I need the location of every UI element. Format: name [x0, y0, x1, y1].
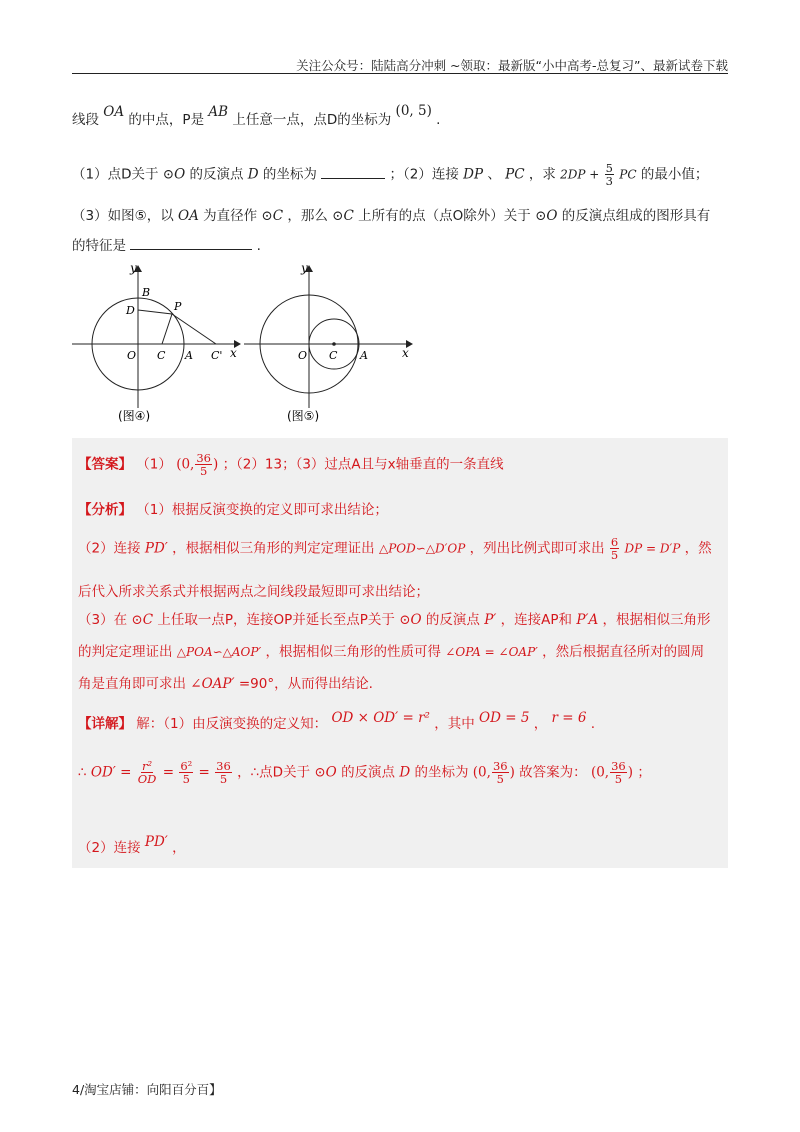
label-o: O	[127, 349, 137, 362]
label-b: B	[142, 286, 151, 299]
label-c: C	[329, 349, 338, 362]
label-c: C	[157, 349, 166, 362]
analysis-line-4: （3）在 ⊙C 上任取一点P，连接OP并延长至点P关于 ⊙O 的反演点 P′ ，连接AP和 P′A ，根据相似三角形	[78, 612, 711, 628]
label-o: O	[298, 349, 308, 362]
fraction-5-3: $\frac{5}{3}$	[605, 161, 613, 189]
label-y: y	[130, 261, 137, 275]
page-footer: 4/淘宝店铺：向阳百分百】	[72, 1082, 222, 1097]
label-p: P	[174, 300, 182, 313]
header-rule	[72, 73, 728, 74]
question-line-1: 线段 OA 的中点，P是 AB 上任意一点，点D的坐标为 (0, 5) .	[72, 103, 441, 128]
segment-pc	[162, 314, 172, 344]
label-a: A	[185, 349, 193, 362]
segment-pc-prime	[172, 314, 216, 344]
answer-blank-1	[321, 177, 385, 179]
question-line-3: （3）如图⑤，以 OA 为直径作 ⊙C ，那么 ⊙C 上所有的点（点O除外）关于 ⊙O 的反演点组成的图形具有	[72, 208, 711, 224]
question-line-2: （1）点D关于 ⊙O 的反演点 D 的坐标为 ；（2）连接 DP 、 PC ，求 2DP + $\frac{5}{3}$ PC 的最小值；	[72, 161, 709, 189]
figure-4-diagram	[72, 258, 252, 428]
point-c	[332, 342, 336, 346]
answer-line: 【答案】 （1） (0, $\frac{36}{5}$ ) ；（2）13；（3）过点A且与x轴垂直的一条直线	[78, 451, 504, 479]
analysis-line-1: 【分析】 （1）根据反演变换的定义即可求出结论；	[78, 502, 388, 518]
segment-dp	[138, 310, 172, 314]
figure-5-diagram	[240, 258, 420, 428]
answer-blank-2	[130, 248, 252, 250]
label-d: D	[126, 304, 135, 317]
detail-line-2: ∴ OD′ = $\frac{\text{r²}}{OD}$ = $\frac{\text{6²}}{5}$ = $\frac{36}{5}$ ，∴点D关于 ⊙O 的反演点 D 的坐标为 (0, $\frac{36}{5}$ ) 故答案为： (0, $\frac{36}{5}$ ) ；	[78, 759, 651, 787]
detail-line-1: 【详解】 解：（1）由反演变换的定义知： OD × OD′ = r² ，其中 OD = 5 ， r = 6 .	[78, 710, 596, 732]
analysis-line-2: （2）连接 PD′ ，根据相似三角形的判定定理证出 △POD∽△D′OP ，列出比例式即可求出 $\frac{6}{5}$ DP = D′P ，然	[78, 535, 712, 563]
math-oa: OA	[103, 104, 125, 120]
analysis-line-3: 后代入所求关系式并根据两点之间线段最短即可求出结论；	[78, 584, 429, 600]
label-c-prime: C'	[211, 349, 223, 362]
math-arc-ab: AB	[208, 104, 229, 120]
math-coord-d: (0, 5)	[395, 103, 432, 119]
figure-5-caption: (图⑤)	[287, 409, 320, 423]
figure-4-caption: (图④)	[118, 409, 151, 423]
analysis-line-5: 的判定定理证出 △POA∽△AOP′ ，根据相似三角形的性质可得 ∠OPA = ∠OAP′ ，然后根据直径所对的圆周	[78, 644, 705, 660]
analysis-line-6: 角是直角即可求出 ∠OAP′ =90°，从而得出结论.	[78, 676, 373, 692]
detail-line-3: （2）连接 PD′ ，	[78, 834, 186, 856]
label-y: y	[301, 261, 308, 275]
label-a: A	[360, 349, 368, 362]
label-x: x	[230, 346, 237, 360]
page-header: 关注公众号：陆陆高分冲刺 ~领取：最新版“小中高考-总复习”、最新试卷下载	[296, 58, 728, 73]
question-line-4: 的特征是 .	[72, 238, 261, 254]
label-x: x	[402, 346, 409, 360]
